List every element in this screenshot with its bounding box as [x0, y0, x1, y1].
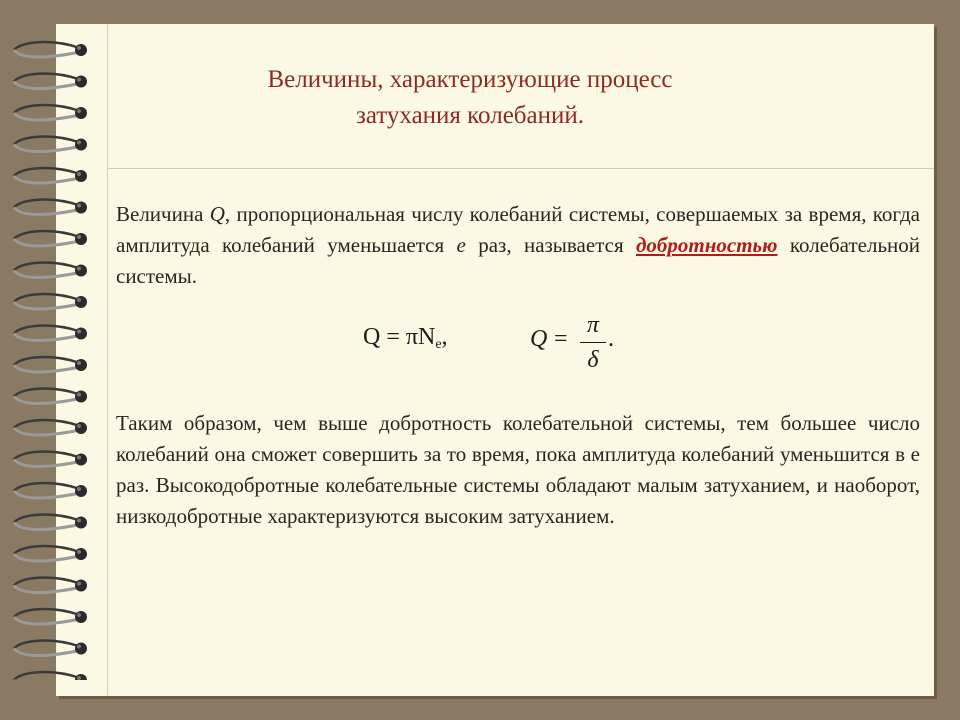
spiral-ring [14, 546, 87, 561]
spiral-ring [14, 168, 87, 183]
spiral-ring [14, 357, 87, 372]
title-line-2: затухания колебаний. [355, 102, 584, 129]
spiral-ring [14, 672, 87, 680]
spiral-ring [14, 231, 87, 246]
spiral-ring [14, 420, 87, 435]
spiral-ring [14, 483, 87, 498]
symbol-e: e [456, 233, 466, 257]
text: Величина [116, 202, 210, 226]
formula-q-pi-delta [530, 310, 620, 380]
formula-q-pi-ne [363, 324, 448, 353]
symbol-q: Q [209, 202, 225, 226]
spiral-binding-icon [0, 40, 110, 680]
text: , пропорциональная числу колебаний системы, совершаемых за время, когда амплитуда колебаний уменьшается [116, 202, 920, 257]
slide-title [140, 62, 800, 134]
spiral-ring [14, 515, 87, 530]
formula-subscript: e [435, 337, 442, 352]
spiral-ring [14, 263, 87, 278]
spiral-ring [14, 578, 87, 593]
formula-q: Q [530, 326, 548, 352]
spiral-ring [14, 326, 87, 341]
title-line-1: Величины, характеризующие процесс [267, 66, 673, 93]
highlighted-term: добротностью [635, 233, 778, 257]
spiral-ring [14, 609, 87, 624]
formula-lhs: Q = πN [363, 324, 436, 350]
spiral-ring [14, 137, 87, 152]
fraction [580, 310, 606, 375]
spiral-ring [14, 294, 87, 309]
spiral-ring [14, 641, 87, 656]
spiral-ring [14, 42, 87, 57]
formula-equals: = [554, 326, 568, 352]
formula-block [360, 310, 680, 380]
fraction-bar [580, 342, 606, 343]
definition-paragraph [116, 199, 920, 292]
text: колебательной системы. [116, 233, 920, 288]
formula-period: . [608, 326, 614, 352]
spiral-ring [14, 452, 87, 467]
spiral-ring [14, 200, 87, 215]
fraction-denominator: δ [587, 347, 599, 373]
fraction-numerator: π [586, 312, 600, 338]
text: раз, называется [465, 233, 636, 257]
conclusion-paragraph: Таким образом, чем выше добротность колебательной системы, тем большее число колебаний она сможет совершить за то время, пока амплитуда колебаний уменьшится в е раз. Высокодобротные колебательные системы обладают малым затуханием, и наоборот, низкодобротные характеризуются высоким затуханием. [116, 411, 920, 528]
formula-comma: , [441, 324, 448, 350]
spiral-ring [14, 105, 87, 120]
spiral-ring [14, 74, 87, 89]
title-divider [108, 168, 934, 169]
spiral-ring [14, 389, 87, 404]
